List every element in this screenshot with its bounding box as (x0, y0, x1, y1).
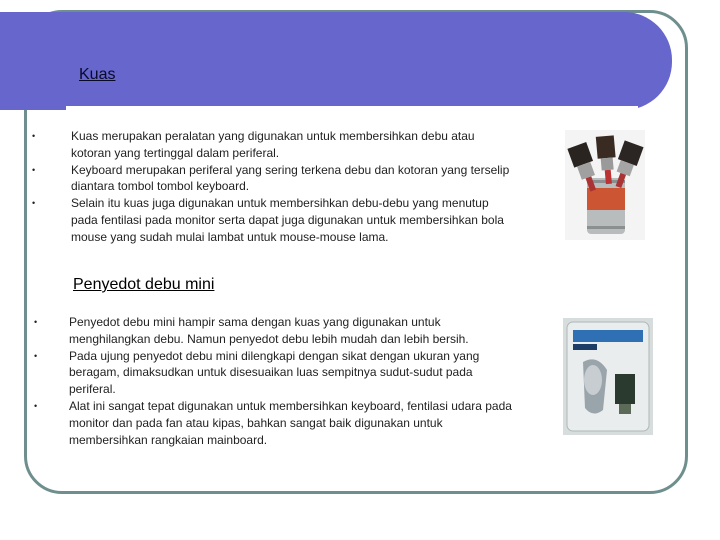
penyedot-bullet: • Penyedot debu mini hampir sama dengan kuas yang digunakan untuk menghilangkan debu. Namun penyedot debu lebih mudah dan lebih bersih. (69, 314, 519, 348)
penyedot-bullet: • Alat ini sangat tepat digunakan untuk membersihkan keyboard, fentilasi udara pada monitor dan pada fan atau kipas, bahkan sangat baik digunakan untuk membersihkan rangkaian mainboard. (69, 398, 519, 448)
section-title-kuas: Kuas (79, 66, 116, 83)
penyedot-bullet-list (69, 314, 519, 448)
kuas-bullet-list (71, 128, 516, 246)
penyedot-bullet: • Pada ujung penyedot debu mini dilengkapi dengan sikat dengan ukuran yang beragam, dimaksudkan untuk disesuaikan luas sempitnya sudut-sudut pada periferal. (69, 348, 519, 398)
kuas-bullet: • Selain itu kuas juga digunakan untuk membersihkan debu-debu yang menutup pada fentilasi pada monitor serta dapat juga digunakan untuk membersihkan bola mouse yang sudah mulai lambat untuk mouse-mouse lama. (71, 195, 516, 245)
header-divider (66, 106, 638, 110)
mini-vacuum-photo (563, 318, 653, 435)
brushes-photo (565, 130, 645, 240)
kuas-bullet: • Keyboard merupakan periferal yang sering terkena debu dan kotoran yang terselip diantara tombol tombol keyboard. (71, 162, 516, 196)
kuas-bullet: • Kuas merupakan peralatan yang digunakan untuk membersihkan debu atau kotoran yang tertinggal dalam periferal. (71, 128, 516, 162)
header-band (0, 12, 672, 110)
section-title-penyedot-debu-mini: Penyedot debu mini (73, 276, 215, 293)
